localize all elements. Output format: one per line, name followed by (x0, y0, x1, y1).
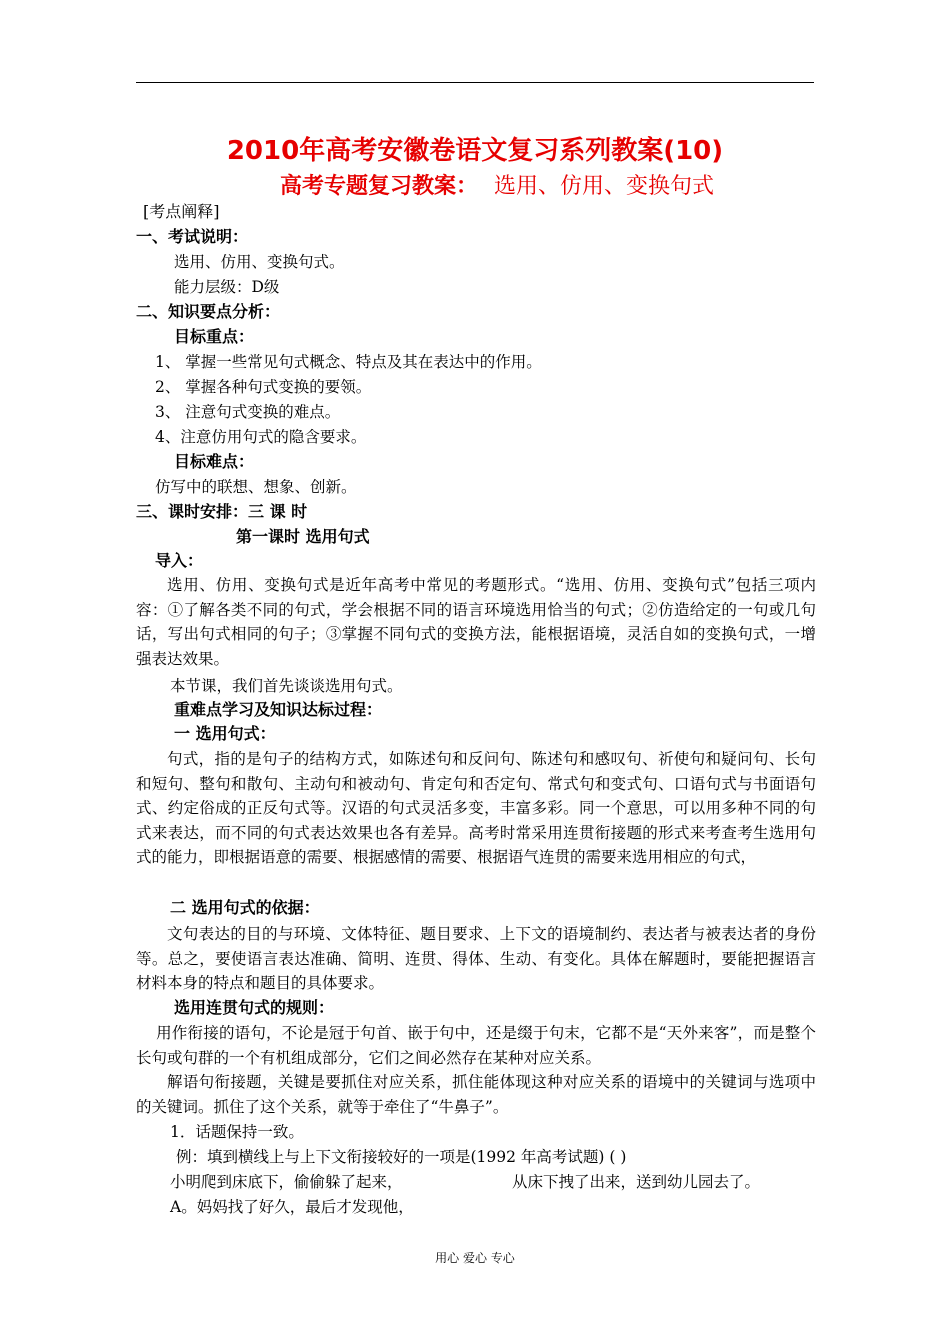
example-line: 例：填到横线上与上下文衔接较好的一项是(1992 年高考试题) ( ) (176, 1148, 627, 1166)
section2-heading: 二、知识要点分析： (136, 302, 281, 321)
intro-heading: 导入： (155, 551, 204, 570)
intro-paragraph: 选用、仿用、变换句式是近年高考中常见的考题形式。“选用、仿用、变换句式”包括三项内容：①了解各类不同的句式，学会根据不同的语言环境选用恰当的句式；②仿造给定的一句或几句话，写出句式相同的句子；③掌握不同句式的变换方法，能根据语境，灵活自如的变换句式，一增强表达效果。 (136, 576, 816, 668)
section1-line2: 能力层级：D级 (174, 278, 280, 296)
document-subtitle (280, 172, 714, 202)
header-rule (136, 82, 814, 83)
intro-paragraph-2: 本节课，我们首先谈谈选用句式。 (170, 677, 403, 695)
difficulty-text: 仿写中的联想、想象、创新。 (155, 478, 357, 496)
goal-item-2: 2、 掌握各种句式变换的要领。 (155, 378, 372, 396)
subtitle-topic: 选用、仿用、变换句式 (494, 174, 715, 199)
page-footer: 用心 爱心 专心 (435, 1251, 515, 1265)
sec2-paragraph: 文句表达的目的与环境、文体特征、题目要求、上下文的语境制约、表达者与被表达者的身份等。总之，要使语言表达准确、简明、连贯、得体、生动、有变化。具体在解题时，要能把握语言材料本身的特点和题目的具体要求。 (136, 925, 816, 992)
rule-heading: 选用连贯句式的规则： (174, 998, 335, 1017)
document-title: 2010年高考安徽卷语文复习系列教案(10) (226, 136, 724, 166)
lesson1-heading: 第一课时 选用句式 (236, 527, 370, 546)
sec2-heading: 二 选用句式的依据： (170, 898, 320, 917)
goal-item-3: 3、 注意句式变换的难点。 (155, 403, 341, 421)
rule-paragraph-2: 解语句衔接题，关键是要抓住对应关系，抓住能体现这种对应关系的语境中的关键词与选项中的关键词。抓住了这个关系，就等于牵住了“牛鼻子”。 (136, 1073, 816, 1116)
section3-heading: 三、课时安排：三 课 时 (136, 502, 308, 521)
section1-heading: 一、考试说明： (136, 227, 249, 246)
sec1-heading: 一 选用句式： (174, 724, 276, 743)
example-sentence-b: 从床下拽了出来，送到幼儿园去了。 (512, 1173, 761, 1191)
goal-difficulty-heading: 目标难点： (174, 452, 255, 471)
goal-key-heading: 目标重点： (174, 327, 255, 346)
process-heading: 重难点学习及知识达标过程： (174, 700, 383, 719)
sec1-paragraph: 句式，指的是句子的结构方式，如陈述句和反问句、陈述句和感叹句、祈使句和疑问句、长句和短句、整句和散句、主动句和被动句、肯定句和否定句、常式句和变式句、口语句式与书面语句式、约定俗成的正反句式等。汉语的句式灵活多变，丰富多彩。同一个意思，可以用多种不同的句式来表达，而不同的句式表达效果也各有差异。高考时常采用连贯衔接题的形式来考查考生选用句式的能力，即根据语意的需要、根据感情的需要、根据语气连贯的需要来选用相应的句式， (136, 750, 816, 866)
section1-line1: 选用、仿用、变换句式。 (174, 253, 345, 271)
item-1: 1．话题保持一致。 (170, 1123, 304, 1141)
kaodian-label: [考点阐释] (143, 202, 220, 221)
subtitle-prefix: 高考专题复习教案： (280, 174, 479, 199)
example-sentence-a: 小明爬到床底下，偷偷躲了起来， (170, 1173, 403, 1191)
goal-item-4: 4、注意仿用句式的隐含要求。 (155, 428, 367, 446)
goal-item-1: 1、 掌握一些常见句式概念、特点及其在表达中的作用。 (155, 353, 542, 371)
option-a: A。妈妈找了好久，最后才发现他， (170, 1198, 414, 1216)
rule-paragraph-1: 用作衔接的语句，不论是冠于句首、嵌于句中，还是缀于句末，它都不是“天外来客”，而是整个长句或句群的一个有机组成部分，它们之间必然存在某种对应关系。 (136, 1024, 816, 1067)
